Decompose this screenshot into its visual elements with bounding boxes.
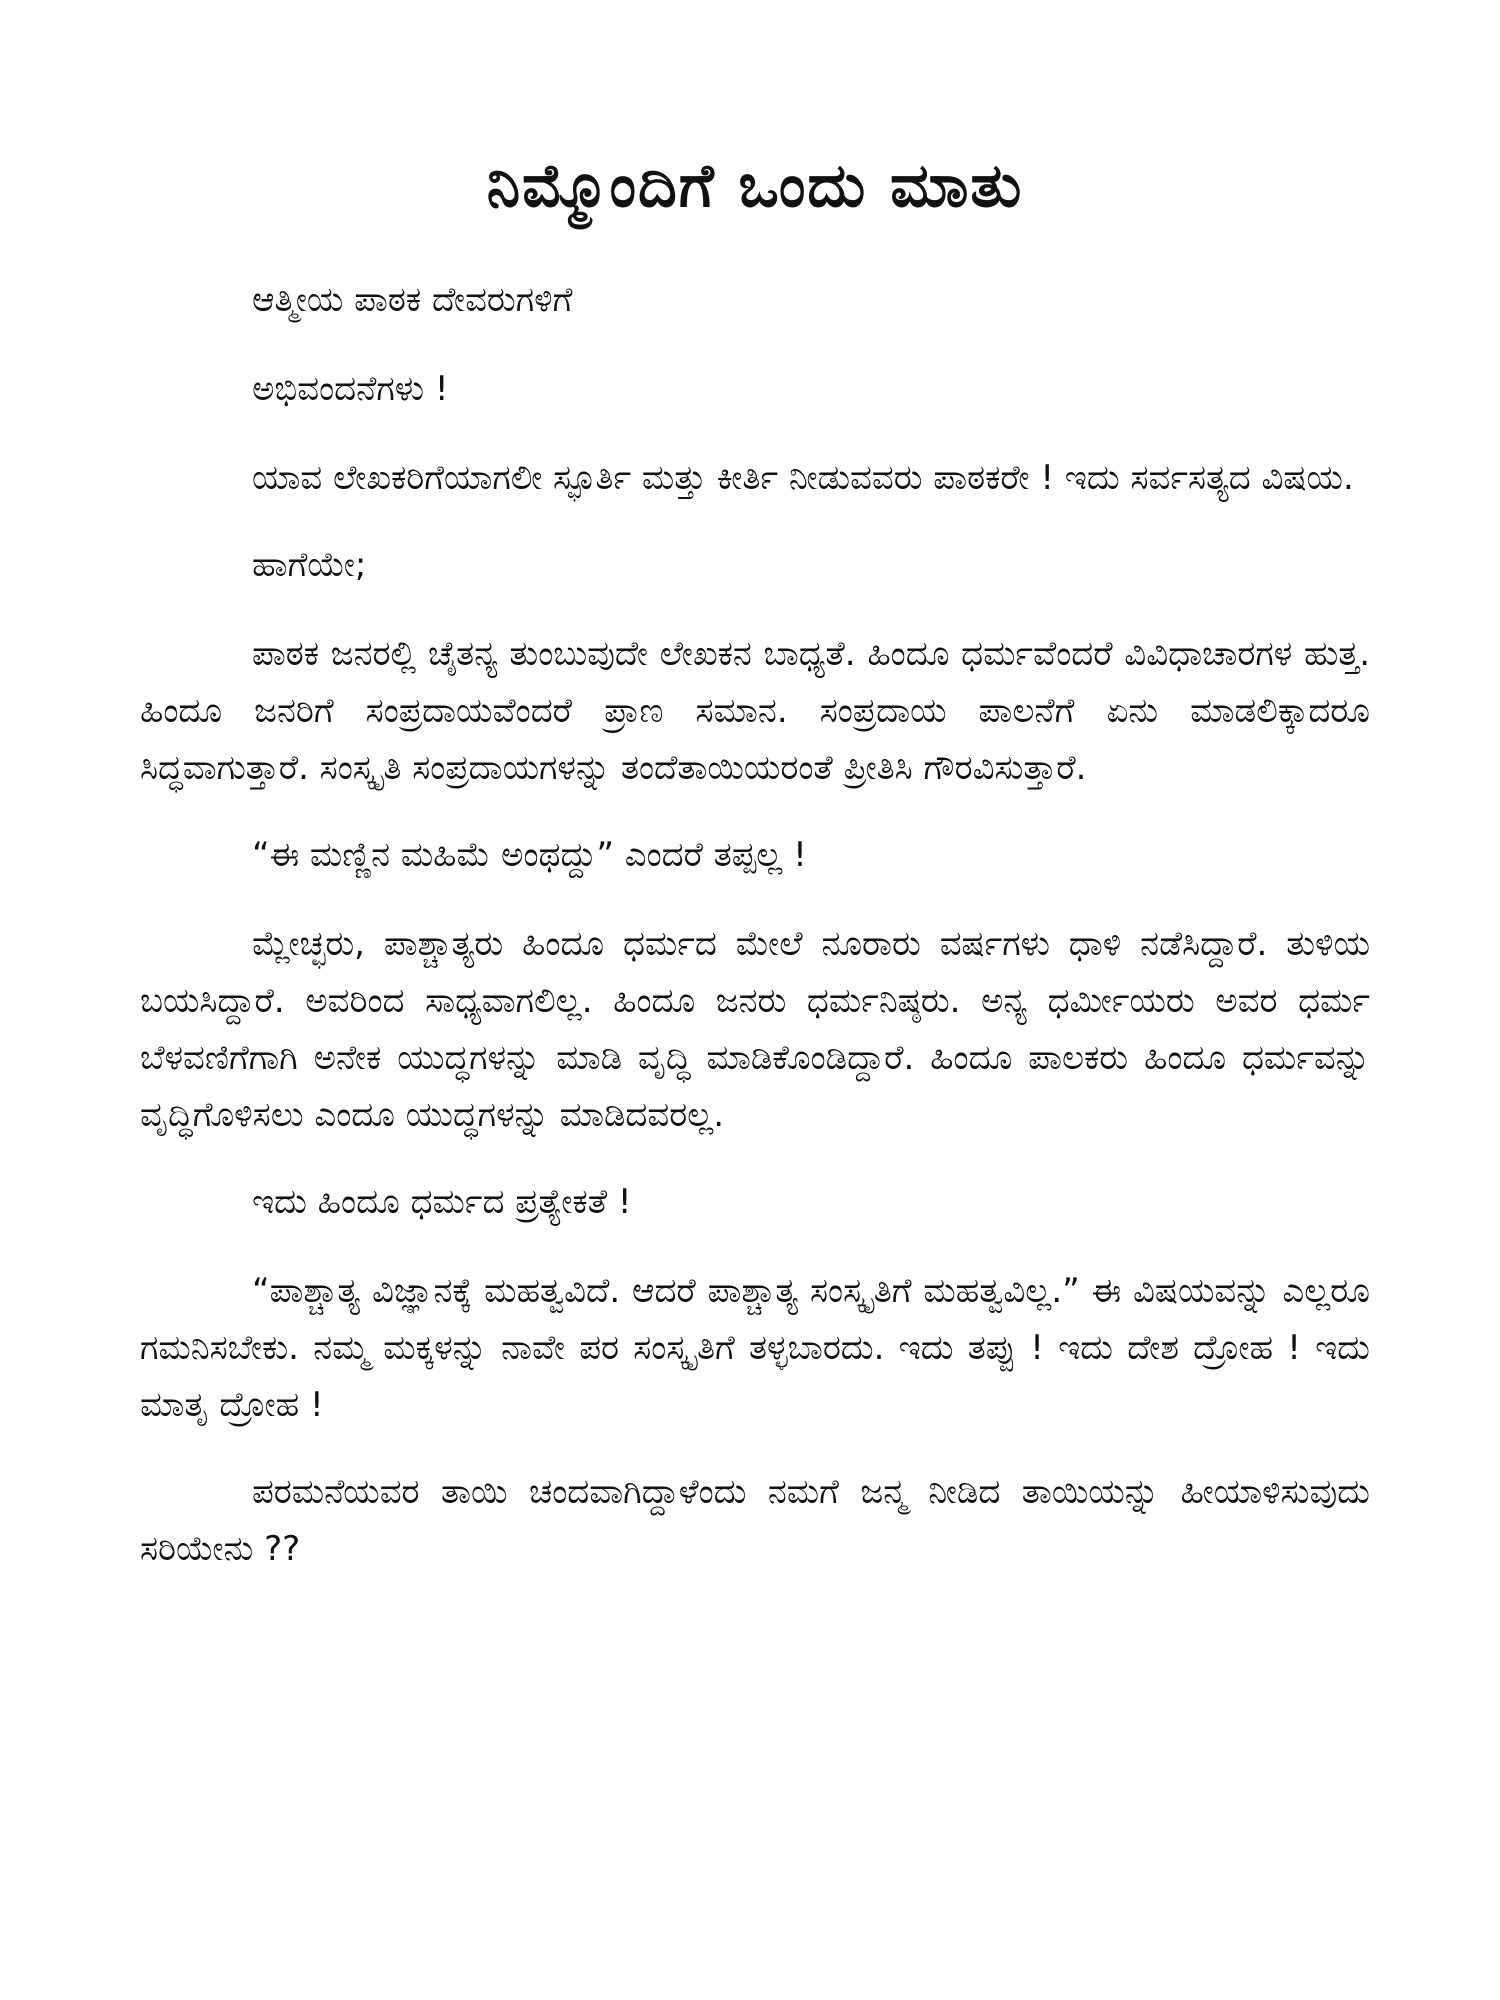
document-page [140,150,1370,1608]
paragraph: ಹಾಗೆಯೇ; [252,545,367,585]
paragraph: ಪಾಠಕ ಜನರಲ್ಲಿ ಚೈತನ್ಯ ತುಂಬುವುದೇ ಲೇಖಕನ ಬಾಧ್ಯತೆ. ಹಿಂದೂ ಧರ್ಮವೆಂದರೆ ವಿವಿಧಾಚಾರಗಳ ಹುತ್ತ. ಹಿಂದೂ ಜನರಿಗೆ ಸಂಪ್ರದಾಯವೆಂದರೆ ಪ್ರಾಣ ಸಮಾನ. ಸಂಪ್ರದಾಯ ಪಾಲನೆಗೆ ಏನು ಮಾಡಲಿಕ್ಕಾದರೂ ಸಿದ್ಧವಾಗುತ್ತಾರೆ. ಸಂಸ್ಕೃತಿ ಸಂಪ್ರದಾಯಗಳನ್ನು ತಂದೆತಾಯಿಯರಂತೆ ಪ್ರೀತಿಸಿ ಗೌರವಿಸುತ್ತಾರೆ. [140,634,1370,788]
paragraph: ಮ್ಲೇಚ್ಛರು, ಪಾಶ್ಚಾತ್ಯರು ಹಿಂದೂ ಧರ್ಮದ ಮೇಲೆ ನೂರಾರು ವರ್ಷಗಳು ಧಾಳಿ ನಡೆಸಿದ್ದಾರೆ. ತುಳಿಯ ಬಯಸಿದ್ದಾರೆ. ಅವರಿಂದ ಸಾಧ್ಯವಾಗಲಿಲ್ಲ. ಹಿಂದೂ ಜನರು ಧರ್ಮನಿಷ್ಠರು. ಅನ್ಯ ಧರ್ಮೀಯರು ಅವರ ಧರ್ಮ ಬೆಳವಣಿಗೆಗಾಗಿ ಅನೇಕ ಯುದ್ಧಗಳನ್ನು ಮಾಡಿ ವೃದ್ಧಿ ಮಾಡಿಕೊಂಡಿದ್ದಾರೆ. ಹಿಂದೂ ಪಾಲಕರು ಹಿಂದೂ ಧರ್ಮವನ್ನು ವೃದ್ಧಿಗೊಳಿಸಲು ಎಂದೂ ಯುದ್ಧಗಳನ್ನು ಮಾಡಿದವರಲ್ಲ. [140,924,1370,1135]
paragraph: “ಪಾಶ್ಚಾತ್ಯ ವಿಜ್ಞಾನಕ್ಕೆ ಮಹತ್ವವಿದೆ. ಆದರೆ ಪಾಶ್ಚಾತ್ಯ ಸಂಸ್ಕೃತಿಗೆ ಮಹತ್ವವಿಲ್ಲ.” ಈ ವಿಷಯವನ್ನು ಎಲ್ಲರೂ ಗಮನಿಸಬೇಕು. ನಮ್ಮ ಮಕ್ಕಳನ್ನು ನಾವೇ ಪರ ಸಂಸ್ಕೃತಿಗೆ ತಳ್ಳಬಾರದು. ಇದು ತಪ್ಪು ! ಇದು ದೇಶ ದ್ರೋಹ ! ಇದು ಮಾತೃ ದ್ರೋಹ ! [140,1271,1370,1425]
paragraph: ಯಾವ ಲೇಖಕರಿಗೆಯಾಗಲೀ ಸ್ಫೂರ್ತಿ ಮತ್ತು ಕೀರ್ತಿ ನೀಡುವವರು ಪಾಠಕರೇ ! ಇದು ಸರ್ವಸತ್ಯದ ವಿಷಯ. [252,458,1354,498]
paragraph: ಪರಮನೆಯವರ ತಾಯಿ ಚಂದವಾಗಿದ್ದಾಳೆಂದು ನಮಗೆ ಜನ್ಮ ನೀಡಿದ ತಾಯಿಯನ್ನು ಹೀಯಾಳಿಸುವುದು ಸರಿಯೇನು ?? [140,1472,1370,1569]
paragraph: “ಈ ಮಣ್ಣಿನ ಮಹಿಮೆ ಅಂಥದ್ದು” ಎಂದರೆ ತಪ್ಪಲ್ಲ ! [252,835,807,875]
page-title: ನಿಮ್ಮೊಂದಿಗೆ ಒಂದು ಮಾತು [486,151,1024,221]
paragraph: ಇದು ಹಿಂದೂ ಧರ್ಮದ ಪ್ರತ್ಯೇಕತೆ ! [252,1182,632,1222]
paragraph-salutation: ಆತ್ಮೀಯ ಪಾಠಕ ದೇವರುಗಳಿಗೆ [252,280,573,320]
paragraph-greeting: ಅಭಿವಂದನೆಗಳು ! [252,369,449,409]
